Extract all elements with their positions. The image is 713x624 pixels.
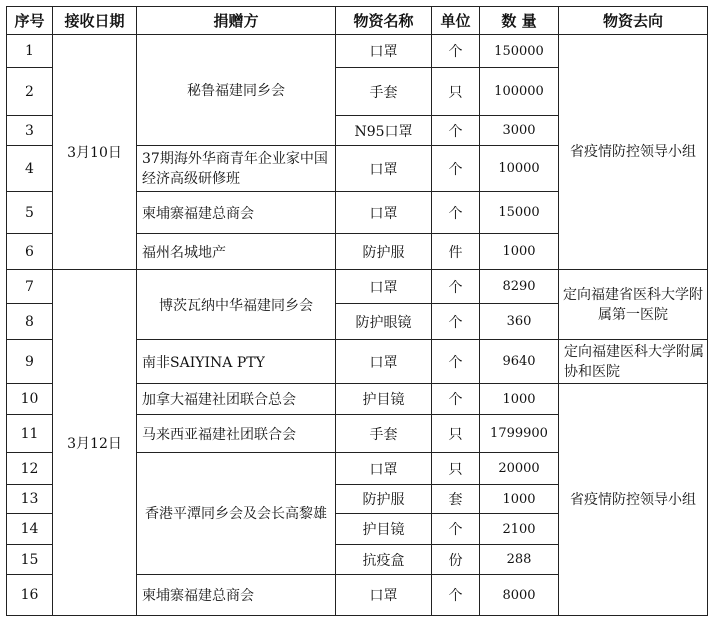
unit-cell: 只 xyxy=(432,453,480,485)
unit-cell: 个 xyxy=(432,270,480,304)
donor-cell: 柬埔寨福建总商会 xyxy=(137,192,336,234)
unit-cell: 件 xyxy=(432,234,480,270)
quantity-cell: 1000 xyxy=(480,485,559,514)
donation-table xyxy=(6,6,708,616)
row-number: 10 xyxy=(7,384,53,415)
item-cell: 口罩 xyxy=(336,453,432,485)
item-cell: 防护服 xyxy=(336,234,432,270)
header-quantity: 数 量 xyxy=(480,7,559,35)
table-row xyxy=(7,270,708,304)
quantity-cell: 100000 xyxy=(480,68,559,116)
item-cell: 护目镜 xyxy=(336,514,432,545)
quantity-cell: 15000 xyxy=(480,192,559,234)
row-number: 1 xyxy=(7,35,53,68)
unit-cell: 只 xyxy=(432,68,480,116)
header-row xyxy=(7,7,708,35)
quantity-cell: 150000 xyxy=(480,35,559,68)
row-number: 5 xyxy=(7,192,53,234)
item-cell: 口罩 xyxy=(336,340,432,384)
donor-cell: 柬埔寨福建总商会 xyxy=(137,575,336,616)
date-cell: 3月10日 xyxy=(53,35,137,270)
row-number: 2 xyxy=(7,68,53,116)
donor-cell: 加拿大福建社团联合总会 xyxy=(137,384,336,415)
header-date: 接收日期 xyxy=(53,7,137,35)
quantity-cell: 1000 xyxy=(480,384,559,415)
donor-cell: 秘鲁福建同乡会 xyxy=(137,35,336,146)
row-number: 11 xyxy=(7,415,53,453)
item-cell: 手套 xyxy=(336,68,432,116)
row-number: 6 xyxy=(7,234,53,270)
header-serial: 序号 xyxy=(7,7,53,35)
row-number: 13 xyxy=(7,485,53,514)
row-number: 7 xyxy=(7,270,53,304)
quantity-cell: 1000 xyxy=(480,234,559,270)
unit-cell: 个 xyxy=(432,340,480,384)
header-unit: 单位 xyxy=(432,7,480,35)
quantity-cell: 8000 xyxy=(480,575,559,616)
item-cell: 抗疫盒 xyxy=(336,545,432,575)
header-destination: 物资去向 xyxy=(559,7,708,35)
unit-cell: 个 xyxy=(432,116,480,146)
row-number: 9 xyxy=(7,340,53,384)
donor-cell: 博茨瓦纳中华福建同乡会 xyxy=(137,270,336,340)
destination-cell: 省疫情防控领导小组 xyxy=(559,384,708,616)
unit-cell: 个 xyxy=(432,192,480,234)
destination-cell: 省疫情防控领导小组 xyxy=(559,35,708,270)
item-cell: 防护眼镜 xyxy=(336,304,432,340)
quantity-cell: 1799900 xyxy=(480,415,559,453)
item-cell: 口罩 xyxy=(336,270,432,304)
row-number: 8 xyxy=(7,304,53,340)
unit-cell: 套 xyxy=(432,485,480,514)
quantity-cell: 9640 xyxy=(480,340,559,384)
donor-cell: 南非SAIYINA PTY xyxy=(137,340,336,384)
unit-cell: 个 xyxy=(432,35,480,68)
table-row xyxy=(7,35,708,68)
row-number: 16 xyxy=(7,575,53,616)
quantity-cell: 8290 xyxy=(480,270,559,304)
quantity-cell: 10000 xyxy=(480,146,559,192)
quantity-cell: 3000 xyxy=(480,116,559,146)
quantity-cell: 20000 xyxy=(480,453,559,485)
unit-cell: 个 xyxy=(432,575,480,616)
quantity-cell: 360 xyxy=(480,304,559,340)
row-number: 14 xyxy=(7,514,53,545)
row-number: 15 xyxy=(7,545,53,575)
row-number: 4 xyxy=(7,146,53,192)
row-number: 12 xyxy=(7,453,53,485)
unit-cell: 个 xyxy=(432,514,480,545)
row-number: 3 xyxy=(7,116,53,146)
item-cell: N95口罩 xyxy=(336,116,432,146)
destination-cell: 定向福建省医科大学附属第一医院 xyxy=(559,270,708,340)
item-cell: 口罩 xyxy=(336,575,432,616)
donor-cell: 37期海外华商青年企业家中国经济高级研修班 xyxy=(137,146,336,192)
item-cell: 口罩 xyxy=(336,146,432,192)
unit-cell: 个 xyxy=(432,146,480,192)
unit-cell: 个 xyxy=(432,384,480,415)
quantity-cell: 2100 xyxy=(480,514,559,545)
donor-cell: 香港平潭同乡会及会长高黎雄 xyxy=(137,453,336,575)
donor-cell: 福州名城地产 xyxy=(137,234,336,270)
unit-cell: 份 xyxy=(432,545,480,575)
item-cell: 防护服 xyxy=(336,485,432,514)
destination-cell: 定向福建医科大学附属协和医院 xyxy=(559,340,708,384)
unit-cell: 个 xyxy=(432,304,480,340)
date-cell: 3月12日 xyxy=(53,270,137,616)
item-cell: 口罩 xyxy=(336,35,432,68)
header-donor: 捐赠方 xyxy=(137,7,336,35)
item-cell: 口罩 xyxy=(336,192,432,234)
donor-cell: 马来西亚福建社团联合会 xyxy=(137,415,336,453)
header-item: 物资名称 xyxy=(336,7,432,35)
quantity-cell: 288 xyxy=(480,545,559,575)
unit-cell: 只 xyxy=(432,415,480,453)
item-cell: 手套 xyxy=(336,415,432,453)
item-cell: 护目镜 xyxy=(336,384,432,415)
